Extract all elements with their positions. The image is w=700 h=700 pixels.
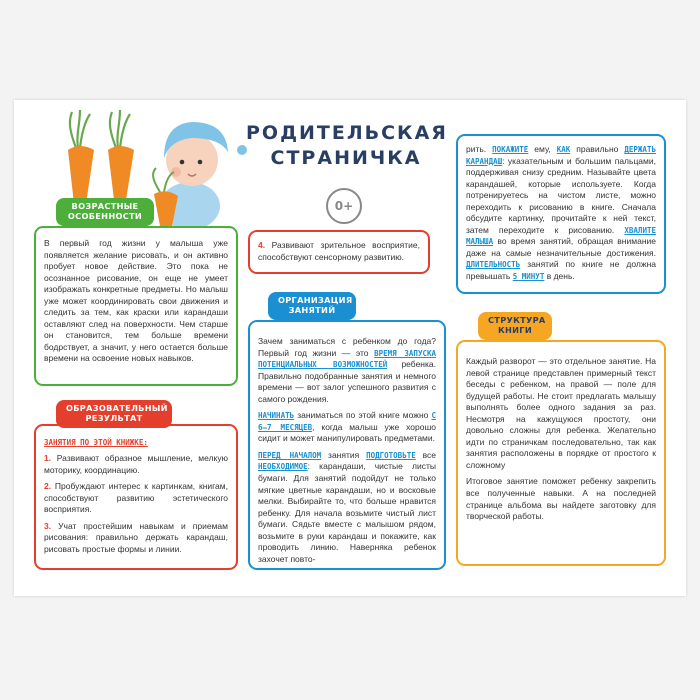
carrot-left-icon xyxy=(68,110,94,208)
result-item-3 xyxy=(44,521,228,556)
org-p1-text-b: ребенка. Правильно подобранные занятия и немного времени — вот залог успешного развития с самого рождения. xyxy=(258,359,436,404)
rt-highlight-4: ХВАЛИТЕ МАЛЫША xyxy=(466,225,656,247)
rt-text-a: рить. xyxy=(466,144,493,154)
age-features-box xyxy=(34,226,238,386)
educational-result-label: ОБРАЗОВАТЕЛЬНЫЙ РЕЗУЛЬТАТ xyxy=(56,400,172,428)
rt-highlight-1: ПОКАЖИТЕ xyxy=(492,145,529,154)
title-line-1: РОДИТЕЛЬСКАЯ xyxy=(246,122,448,144)
rt-text-d: : указательным и большим пальцами, поддерживая снизу средним. Называйте цвета карандашей, которые используете. Когда потренируетесь на чистом листе, можно переходить к рисованию в книге. Сначала обсудите картинку, прочитайте к ней текст, затем переходите к рисованию. xyxy=(466,155,656,235)
organization-box xyxy=(248,320,446,570)
rt-text-g: в день. xyxy=(544,271,575,282)
result-item-4 xyxy=(258,240,420,263)
structure-label: СТРУКТУРА КНИГИ xyxy=(478,312,552,340)
rt-text-b: ему, xyxy=(528,144,557,154)
result-item-4-text: Развивают зрительное восприятие, способствуют сенсорному развитию. xyxy=(258,240,420,262)
rt-highlight-6: 5 МИНУТ xyxy=(512,272,545,282)
structure-paragraph-1: Каждый разворот — это отдельное занятие. На левой странице представлен примерный текст беседы с ребенком, на правой — поле для будущей работы. Не стоит предлагать малышу выполнять более одного задания за раз. Несмотря на кажущуюся простоту, они довольно сложны для ребенка. Желательно идти по страничкам последовательно, так как занятия расположены в порядке от простого к сложному xyxy=(466,356,656,470)
title-line-2: СТРАНИЧКА xyxy=(270,146,422,169)
age-features-text: В первый год жизни у малыша уже появляется желание рисовать, и он активно пробует новое действие. Это пока не осознанное рисование, он еще не умеет изображать конкретные предметы. Но малыш уже может координировать свои движения и следить за тем, как краски или карандаши оставляют след на поверхности. Чем старше он становится, тем больше времени бодрствует, а значит, у него остается больше времени на освоение новых навыков. xyxy=(44,238,228,364)
result-heading: ЗАНЯТИЯ ПО ЭТОЙ КНИЖКЕ: xyxy=(44,438,148,447)
age-features-label: ВОЗРАСТНЫЕ ОСОБЕННОСТИ xyxy=(56,198,154,226)
org-p2-highlight-1: НАЧИНАТЬ xyxy=(258,411,295,421)
org-p1-highlight: ВРЕМЯ ЗАПУСКА ПОТЕНЦИАЛЬНЫХ ВОЗМОЖНОСТЕЙ xyxy=(258,348,437,370)
org-p2-text-a: заниматься по этой книге можно xyxy=(294,410,432,421)
rt-text-e: во время занятий, обращая внимание даже на самые незначительные достижения. xyxy=(466,236,656,258)
rt-highlight-3: ДЕРЖАТЬ КАРАНДАШ xyxy=(466,145,656,166)
org-p3-text-b: все xyxy=(415,449,437,460)
org-p3-highlight-1: ПЕРЕД НАЧАЛОМ xyxy=(258,450,322,460)
result-item-3-text: Учат простейшим навыкам и приемам рисования: правильно держать карандаш, рисовать простые формы и линии. xyxy=(44,520,228,555)
org-p3-highlight-2: ПОДГОТОВЬТЕ xyxy=(366,450,416,460)
structure-box xyxy=(456,340,666,566)
result-item-1 xyxy=(44,453,228,476)
org-p1-text-a: Зачем заниматься с ребенком до года? Первый год жизни — это xyxy=(258,336,436,358)
org-p2-highlight-2: С 6–7 МЕСЯЦЕВ xyxy=(258,411,436,432)
result-item-2 xyxy=(44,481,228,516)
org-paragraph-2 xyxy=(258,410,436,445)
org-p2-text-b: , когда малыш уже хорошо сидит и может манипулировать предметами. xyxy=(258,421,437,444)
org-paragraph-3 xyxy=(258,450,436,565)
structure-paragraph-2: Итоговое занятие поможет ребенку закрепить все полученные навыки. А на последней странице альбома вы найдете заготовку для творческой работы. xyxy=(466,476,656,522)
age-rating-badge: 0+ xyxy=(326,188,362,224)
result-item-2-text: Пробуждают интерес к картинкам, книгам, способствуют развитию эстетического восприятия. xyxy=(44,481,228,515)
organization-label: ОРГАНИЗАЦИЯ ЗАНЯТИЙ xyxy=(268,292,356,320)
org-continuation-text xyxy=(466,144,656,283)
org-p3-text-a: занятия xyxy=(321,449,367,460)
rt-text-c: правильно xyxy=(570,144,625,154)
result-item-2-number: 2. xyxy=(44,481,52,492)
page-title xyxy=(246,121,446,170)
carrot-right-icon xyxy=(108,110,134,204)
educational-result-box xyxy=(34,424,238,570)
rt-text-f: занятий по книге не должна превышать xyxy=(466,259,656,282)
result-continuation-box xyxy=(248,230,430,274)
baby-figure xyxy=(153,122,247,228)
organization-continuation-box xyxy=(456,134,666,294)
org-paragraph-1 xyxy=(258,336,436,405)
rt-highlight-2: КАК xyxy=(556,145,571,154)
org-p3-text-c: : карандаши, чистые листы бумаги. Для занятий подойдут не только мягкие цветные карандаши, но и восковые мелки. Выбирайте то, что больше нравится ребенку. Для начала возьмите чистый лист бумаги. Сядьте вместе с малышом рядом, возьмите в руки карандаш и покажите, как проводить линию. Наверняка ребенок захочет повто- xyxy=(258,461,436,564)
rt-highlight-5: ДЛИТЕЛЬНОСТЬ xyxy=(466,260,521,270)
result-item-1-text: Развивают образное мышление, мелкую моторику, координацию. xyxy=(44,453,228,475)
result-item-1-number: 1. xyxy=(44,453,52,464)
org-p3-highlight-3: НЕОБХОДИМОЕ xyxy=(258,462,308,472)
result-item-3-number: 3. xyxy=(44,520,52,531)
result-item-4-number: 4. xyxy=(258,240,266,250)
